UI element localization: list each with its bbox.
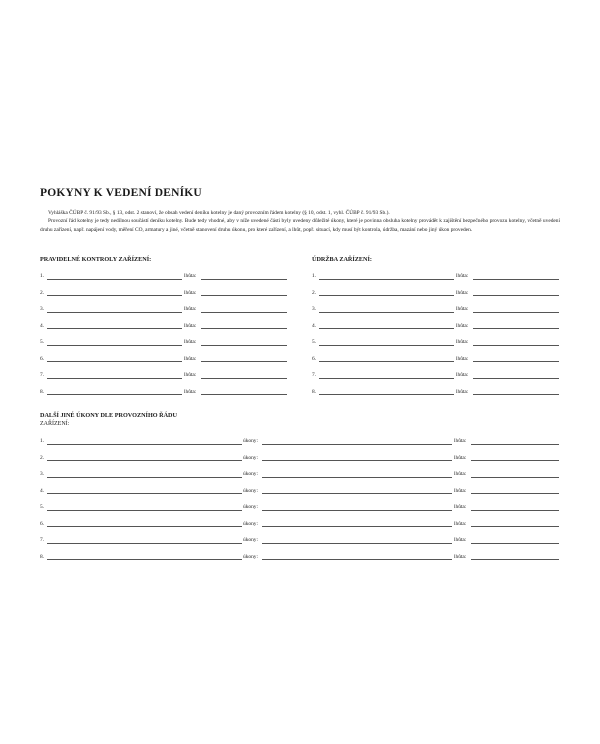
deadline-field[interactable] [471, 543, 559, 544]
page-title: POKYNY K VEDENÍ DENÍKU [40, 187, 202, 199]
deadline-label: lhůta: [454, 537, 467, 543]
deadline-field[interactable] [473, 279, 559, 280]
other-actions-row [40, 454, 562, 462]
deadline-label: lhůta: [184, 339, 197, 345]
deadline-field[interactable] [471, 460, 559, 461]
deadline-field[interactable] [471, 510, 559, 511]
inspections-row [40, 388, 290, 396]
actions-field[interactable] [262, 510, 452, 511]
deadline-label: lhůta: [184, 306, 197, 312]
row-number: 1. [40, 438, 45, 444]
deadline-label: lhůta: [184, 289, 197, 296]
deadline-label: lhůta: [454, 487, 467, 494]
inspections-row [40, 322, 290, 330]
deadline-field[interactable] [473, 295, 559, 296]
maintenance-row [312, 305, 562, 313]
row-number: 7. [40, 537, 45, 543]
deadline-label: lhůta: [184, 388, 197, 395]
deadline-label: lhůta: [456, 339, 469, 345]
inspections-row [40, 289, 290, 297]
deadline-label: lhůta: [454, 553, 467, 560]
equipment-field[interactable] [47, 493, 242, 494]
equipment-field[interactable] [47, 345, 182, 346]
maintenance-row [312, 388, 562, 396]
actions-label: úkony: [243, 537, 258, 543]
actions-field[interactable] [262, 559, 452, 560]
other-actions-row [40, 536, 562, 544]
other-actions-row [40, 470, 562, 478]
actions-field[interactable] [262, 526, 452, 527]
row-number: 1. [312, 273, 317, 279]
equipment-field[interactable] [319, 279, 454, 280]
row-number: 3. [312, 306, 317, 312]
deadline-field[interactable] [471, 444, 559, 445]
inspections-row [40, 338, 290, 346]
row-number: 6. [40, 355, 45, 362]
actions-field[interactable] [262, 493, 452, 494]
row-number: 6. [40, 520, 45, 527]
equipment-field[interactable] [319, 328, 454, 329]
other-actions-row [40, 520, 562, 528]
row-number: 5. [40, 504, 45, 510]
section-heading-inspections: PRAVIDELNÉ KONTROLY ZAŘÍZENÍ: [40, 256, 152, 263]
actions-label: úkony: [243, 454, 258, 461]
deadline-field[interactable] [471, 477, 559, 478]
deadline-field[interactable] [201, 394, 287, 395]
other-actions-row [40, 437, 562, 445]
actions-field[interactable] [262, 477, 452, 478]
equipment-field[interactable] [47, 378, 182, 379]
equipment-field[interactable] [319, 361, 454, 362]
deadline-label: lhůta: [184, 372, 197, 378]
deadline-label: lhůta: [456, 388, 469, 395]
inspections-row [40, 272, 290, 280]
other-actions-row [40, 503, 562, 511]
deadline-label: lhůta: [454, 438, 467, 444]
deadline-field[interactable] [471, 493, 559, 494]
equipment-field[interactable] [319, 312, 454, 313]
deadline-label: lhůta: [456, 289, 469, 296]
row-number: 4. [40, 322, 45, 329]
equipment-field[interactable] [47, 328, 182, 329]
row-number: 3. [40, 306, 45, 312]
actions-field[interactable] [262, 543, 452, 544]
inspections-row [40, 355, 290, 363]
deadline-label: lhůta: [456, 322, 469, 329]
deadline-label: lhůta: [184, 273, 197, 279]
row-number: 8. [40, 388, 45, 395]
deadline-field[interactable] [473, 378, 559, 379]
maintenance-row [312, 322, 562, 330]
deadline-label: lhůta: [184, 322, 197, 329]
row-number: 7. [40, 372, 45, 378]
deadline-label: lhůta: [454, 471, 467, 477]
deadline-field[interactable] [201, 312, 287, 313]
deadline-label: lhůta: [456, 355, 469, 362]
equipment-field[interactable] [47, 460, 242, 461]
row-number: 1. [40, 273, 45, 279]
equipment-field[interactable] [47, 444, 242, 445]
equipment-field[interactable] [47, 543, 242, 544]
deadline-field[interactable] [471, 559, 559, 560]
row-number: 5. [312, 339, 317, 345]
equipment-field[interactable] [47, 477, 242, 478]
maintenance-row [312, 289, 562, 297]
equipment-field[interactable] [47, 361, 182, 362]
equipment-field[interactable] [47, 510, 242, 511]
other-actions-row [40, 487, 562, 495]
equipment-field[interactable] [47, 279, 182, 280]
deadline-field[interactable] [473, 361, 559, 362]
deadline-field[interactable] [201, 279, 287, 280]
row-number: 8. [40, 553, 45, 560]
deadline-field[interactable] [201, 345, 287, 346]
row-number: 5. [40, 339, 45, 345]
deadline-field[interactable] [473, 312, 559, 313]
deadline-label: lhůta: [456, 372, 469, 378]
maintenance-row [312, 338, 562, 346]
equipment-field[interactable] [319, 378, 454, 379]
row-number: 4. [312, 322, 317, 329]
maintenance-row [312, 272, 562, 280]
other-actions-row [40, 553, 562, 561]
row-number: 3. [40, 471, 45, 477]
equipment-field[interactable] [47, 526, 242, 527]
row-number: 6. [312, 355, 317, 362]
deadline-label: lhůta: [456, 306, 469, 312]
intro-text [40, 209, 560, 234]
equipment-field[interactable] [47, 394, 182, 395]
equipment-field[interactable] [319, 295, 454, 296]
intro-paragraph-1: Vyhláška ČÚBP č. 91/93 Sb., § 13, odst. 2 stanoví, že obsah vedení deníku kotelny je daný provozním řádem kotelny (§ 10, odst. 1, vyhl. ČÚBP č. 91/93 Sb.). [48, 210, 390, 216]
actions-field[interactable] [262, 460, 452, 461]
row-number: 2. [40, 289, 45, 296]
actions-field[interactable] [262, 444, 452, 445]
maintenance-row [312, 355, 562, 363]
deadline-label: lhůta: [184, 355, 197, 362]
intro-paragraph-2: Provozní řád kotelny je tedy nedílnou součástí deníku kotelny. Bude tedy vhodné, aby v níže uvedené části byly uvedeny důležité úkony, které je povinna obsluha kotelny provádět k zajištění bezpečného provozu kotelny, včetně uvedení druhu zařízení, např. napájení vody, měření CO, armatury a jiné, včetně stanovení druhu úkonu, pro které zařízení, a lhůt, popř. situací, kdy musí být kontrola, údržba, mazání nebo jiný úkon proveden. [40, 218, 560, 233]
maintenance-row [312, 371, 562, 379]
actions-label: úkony: [243, 487, 258, 494]
actions-label: úkony: [243, 438, 258, 444]
deadline-field[interactable] [473, 345, 559, 346]
equipment-field[interactable] [47, 312, 182, 313]
equipment-field[interactable] [319, 394, 454, 395]
row-number: 4. [40, 487, 45, 494]
deadline-field[interactable] [201, 361, 287, 362]
deadline-label: lhůta: [454, 504, 467, 510]
equipment-field[interactable] [319, 345, 454, 346]
inspections-row [40, 305, 290, 313]
deadline-field[interactable] [201, 295, 287, 296]
section-heading-maintenance: ÚDRŽBA ZAŘÍZENÍ: [312, 256, 372, 263]
equipment-field[interactable] [47, 295, 182, 296]
inspections-row [40, 371, 290, 379]
deadline-field[interactable] [201, 328, 287, 329]
deadline-field[interactable] [473, 394, 559, 395]
deadline-label: lhůta: [454, 454, 467, 461]
actions-label: úkony: [243, 520, 258, 527]
actions-label: úkony: [243, 553, 258, 560]
deadline-label: lhůta: [456, 273, 469, 279]
deadline-field[interactable] [473, 328, 559, 329]
row-number: 7. [312, 372, 317, 378]
actions-label: úkony: [243, 471, 258, 477]
actions-label: úkony: [243, 504, 258, 510]
section-heading-other-actions: DALŠÍ JINÉ ÚKONY DLE PROVOZNÍHO ŘÁDU [40, 412, 177, 419]
row-number: 2. [40, 454, 45, 461]
deadline-field[interactable] [471, 526, 559, 527]
equipment-field[interactable] [47, 559, 242, 560]
deadline-field[interactable] [201, 378, 287, 379]
row-number: 8. [312, 388, 317, 395]
deadline-label: lhůta: [454, 520, 467, 527]
row-number: 2. [312, 289, 317, 296]
section-subheading-equipment: ZAŘÍZENÍ: [40, 421, 70, 427]
